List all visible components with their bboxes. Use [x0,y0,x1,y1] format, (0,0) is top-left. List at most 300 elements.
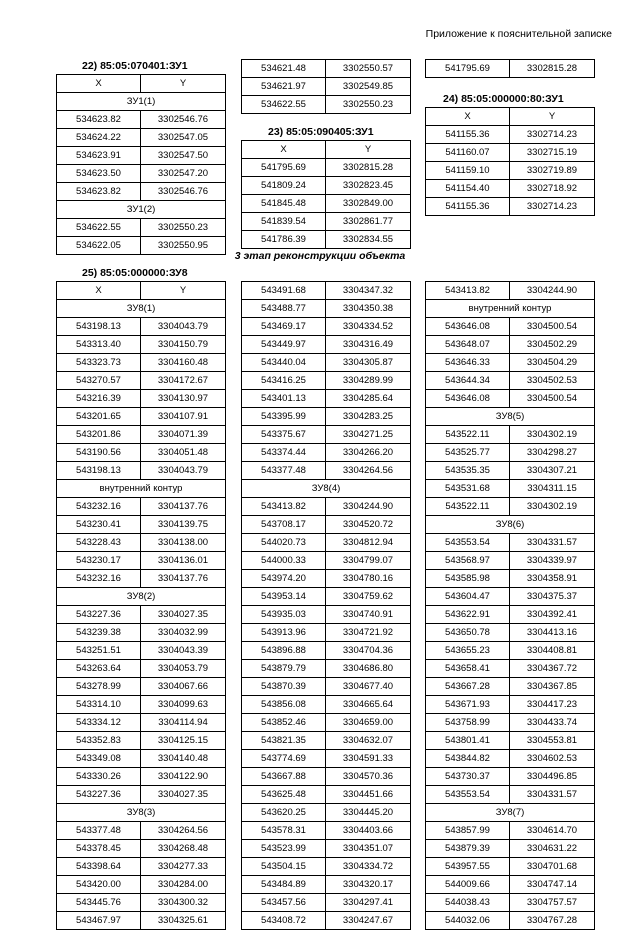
y-coordinate-cell: 3304686.80 [326,660,411,678]
table-row [242,177,411,195]
table-row [242,732,411,750]
y-coordinate-cell: 3304325.61 [141,912,226,930]
y-coordinate-cell: 3304631.22 [510,840,595,858]
y-coordinate-cell: 3304125.15 [141,732,226,750]
x-coordinate-cell: 534623.82 [57,183,141,201]
x-coordinate-cell: 543349.08 [57,750,141,768]
y-coordinate-cell: 3304780.16 [326,570,411,588]
table-row [426,678,595,696]
x-coordinate-cell: 543522.11 [426,426,510,444]
table-row [426,108,595,126]
y-coordinate-cell: 3304244.90 [510,282,595,300]
x-coordinate-cell: 543708.17 [242,516,326,534]
y-coordinate-cell: 3304289.99 [326,372,411,390]
section-title-24: 24) 85:05:000000:80:ЗУ1 [443,93,564,105]
table-row [57,840,226,858]
y-coordinate-cell: 3304500.54 [510,390,595,408]
table-row [57,498,226,516]
table-row [242,678,411,696]
table-row [57,732,226,750]
table-row [426,822,595,840]
y-coordinate-cell: 3302714.23 [510,126,595,144]
y-coordinate-cell: 3304298.27 [510,444,595,462]
table-row [426,732,595,750]
x-coordinate-cell: 543646.08 [426,318,510,336]
x-coordinate-cell: 534622.55 [242,96,326,114]
x-coordinate-cell: 543821.35 [242,732,326,750]
y-coordinate-cell: 3304747.14 [510,876,595,894]
y-coordinate-cell: 3304496.85 [510,768,595,786]
table-row [426,516,595,534]
y-coordinate-cell: 3304520.72 [326,516,411,534]
contour-label: ЗУ1(1) [57,93,226,111]
table-row [57,426,226,444]
y-coordinate-cell: 3302550.57 [326,60,411,78]
x-coordinate-cell: 544000.33 [242,552,326,570]
table-row [57,354,226,372]
table-row [426,570,595,588]
y-coordinate-cell: 3304445.20 [326,804,411,822]
y-coordinate-cell: 3304320.17 [326,876,411,894]
coords-table-23-continued [425,59,595,78]
table-row [57,606,226,624]
y-coordinate-cell: 3304591.33 [326,750,411,768]
y-coordinate-cell: 3304099.63 [141,696,226,714]
y-coordinate-cell: 3304027.35 [141,786,226,804]
x-coordinate-cell: 541809.24 [242,177,326,195]
table-row [426,300,595,318]
x-coordinate-cell: 543655.23 [426,642,510,660]
y-coordinate-cell: 3304053.79 [141,660,226,678]
x-coordinate-cell: 543857.99 [426,822,510,840]
table-row [242,78,411,96]
y-coordinate-cell: 3304284.00 [141,876,226,894]
table-row [57,876,226,894]
table-row [57,183,226,201]
y-coordinate-cell: 3304375.37 [510,588,595,606]
table-row [242,426,411,444]
x-coordinate-cell: 543413.82 [426,282,510,300]
y-coordinate-cell: 3304351.07 [326,840,411,858]
x-coordinate-cell: 543671.93 [426,696,510,714]
table-row [242,516,411,534]
x-coordinate-cell: 543935.03 [242,606,326,624]
x-coordinate-cell: 543198.13 [57,318,141,336]
table-row [57,111,226,129]
x-coordinate-cell: 534622.05 [57,237,141,255]
x-coordinate-cell: 543568.97 [426,552,510,570]
table-row [242,141,411,159]
x-coordinate-cell: 544038.43 [426,894,510,912]
table-row [426,426,595,444]
section-title-22: 22) 85:05:070401:ЗУ1 [82,60,188,72]
x-coordinate-cell: 544009.66 [426,876,510,894]
x-coordinate-cell: 543504.15 [242,858,326,876]
table-row [242,96,411,114]
table-row [242,894,411,912]
table-row [426,144,595,162]
table-row [426,606,595,624]
x-coordinate-cell: 541839.54 [242,213,326,231]
table-row [426,372,595,390]
table-row [57,858,226,876]
x-coordinate-cell: 543852.46 [242,714,326,732]
table-row [57,480,226,498]
y-coordinate-cell: 3302719.89 [510,162,595,180]
y-coordinate-cell: 3304150.79 [141,336,226,354]
x-coordinate-cell: 543352.83 [57,732,141,750]
y-coordinate-cell: 3304347.32 [326,282,411,300]
y-coordinate-cell: 3304677.40 [326,678,411,696]
table-row [57,894,226,912]
y-coordinate-cell: 3304283.25 [326,408,411,426]
y-coordinate-cell: 3302715.19 [510,144,595,162]
y-coordinate-cell: 3304051.48 [141,444,226,462]
table-row [426,180,595,198]
y-coordinate-cell: 3302550.23 [141,219,226,237]
y-coordinate-cell: 3304665.64 [326,696,411,714]
table-row [242,498,411,516]
x-coordinate-cell: 541795.69 [426,60,510,78]
x-coordinate-cell: 541155.36 [426,126,510,144]
table-row [426,480,595,498]
x-coordinate-cell: 543251.51 [57,642,141,660]
y-coordinate-cell: 3304311.15 [510,480,595,498]
table-row [57,660,226,678]
table-row [426,840,595,858]
table-row [426,498,595,516]
coords-table-24 [425,107,595,216]
x-coordinate-cell: 543198.13 [57,462,141,480]
table-row [242,336,411,354]
coords-table-25-continued-2 [425,281,595,930]
x-coordinate-cell: 543535.35 [426,462,510,480]
table-row [242,552,411,570]
x-coordinate-cell: 543774.69 [242,750,326,768]
y-coordinate-cell: 3302546.76 [141,183,226,201]
x-coordinate-cell: 543375.67 [242,426,326,444]
x-coordinate-cell: 543667.28 [426,678,510,696]
y-coordinate-cell: 3304701.68 [510,858,595,876]
y-coordinate-cell: 3304043.39 [141,642,226,660]
y-coordinate-cell: 3304812.94 [326,534,411,552]
table-row [57,642,226,660]
y-coordinate-cell: 3304799.07 [326,552,411,570]
table-row [57,552,226,570]
x-coordinate-cell: 543620.25 [242,804,326,822]
table-row [426,318,595,336]
x-coordinate-cell: 543420.00 [57,876,141,894]
y-coordinate-cell: 3304172.67 [141,372,226,390]
x-coordinate-cell: 541786.39 [242,231,326,249]
x-coordinate-cell: 544020.73 [242,534,326,552]
y-coordinate-cell: 3304403.66 [326,822,411,840]
contour-label: ЗУ8(2) [57,588,226,606]
x-coordinate-cell: 543604.47 [426,588,510,606]
y-coordinate-cell: Y [510,108,595,126]
x-coordinate-cell: 543398.64 [57,858,141,876]
x-coordinate-cell: 543313.40 [57,336,141,354]
table-row [57,165,226,183]
x-coordinate-cell: 543974.20 [242,570,326,588]
y-coordinate-cell: 3302714.23 [510,198,595,216]
x-coordinate-cell: 543457.56 [242,894,326,912]
x-coordinate-cell: 543488.77 [242,300,326,318]
y-coordinate-cell: 3304114.94 [141,714,226,732]
table-row [242,822,411,840]
coords-table-25-continued-1 [241,281,411,930]
x-coordinate-cell: 543646.33 [426,354,510,372]
x-coordinate-cell: X [57,75,141,93]
table-row [57,75,226,93]
y-coordinate-cell: 3304160.48 [141,354,226,372]
y-coordinate-cell: 3304367.85 [510,678,595,696]
table-row [57,219,226,237]
x-coordinate-cell: 543523.99 [242,840,326,858]
x-coordinate-cell: 543401.13 [242,390,326,408]
x-coordinate-cell: 543440.04 [242,354,326,372]
x-coordinate-cell: 544032.06 [426,912,510,930]
table-row [426,642,595,660]
table-row [426,912,595,930]
x-coordinate-cell: 543239.38 [57,624,141,642]
table-row [57,408,226,426]
table-row [426,804,595,822]
y-coordinate-cell: 3304570.36 [326,768,411,786]
y-coordinate-cell: 3302547.20 [141,165,226,183]
y-coordinate-cell: 3304302.19 [510,426,595,444]
y-coordinate-cell: Y [326,141,411,159]
x-coordinate-cell: 534623.91 [57,147,141,165]
table-row [57,912,226,930]
table-row [57,534,226,552]
x-coordinate-cell: X [57,282,141,300]
x-coordinate-cell: 543553.54 [426,534,510,552]
table-row [426,750,595,768]
x-coordinate-cell: 543578.31 [242,822,326,840]
x-coordinate-cell: 543531.68 [426,480,510,498]
y-coordinate-cell: 3302815.28 [510,60,595,78]
x-coordinate-cell: 543201.86 [57,426,141,444]
contour-label: внутренний контур [57,480,226,498]
table-row [242,462,411,480]
y-coordinate-cell: 3302718.92 [510,180,595,198]
y-coordinate-cell: 3304300.32 [141,894,226,912]
y-coordinate-cell: 3304502.53 [510,372,595,390]
x-coordinate-cell: 543856.08 [242,696,326,714]
contour-label: ЗУ8(5) [426,408,595,426]
contour-label: ЗУ8(1) [57,300,226,318]
y-coordinate-cell: 3304271.25 [326,426,411,444]
y-coordinate-cell: 3304704.36 [326,642,411,660]
y-coordinate-cell: 3304500.54 [510,318,595,336]
x-coordinate-cell: 543230.17 [57,552,141,570]
table-row [426,660,595,678]
table-row [426,336,595,354]
y-coordinate-cell: 3304032.99 [141,624,226,642]
y-coordinate-cell: 3304331.57 [510,534,595,552]
x-coordinate-cell: 541845.48 [242,195,326,213]
table-row [426,462,595,480]
x-coordinate-cell: 543879.79 [242,660,326,678]
y-coordinate-cell: 3304043.79 [141,462,226,480]
coords-table-25 [56,281,226,930]
x-coordinate-cell: 541159.10 [426,162,510,180]
x-coordinate-cell: 543525.77 [426,444,510,462]
x-coordinate-cell: 543227.36 [57,786,141,804]
y-coordinate-cell: 3304614.70 [510,822,595,840]
y-coordinate-cell: 3304350.38 [326,300,411,318]
y-coordinate-cell: 3304302.19 [510,498,595,516]
y-coordinate-cell: 3304027.35 [141,606,226,624]
table-row [426,444,595,462]
table-row [242,534,411,552]
table-row [57,804,226,822]
table-row [57,318,226,336]
y-coordinate-cell: 3302550.23 [326,96,411,114]
x-coordinate-cell: 543228.43 [57,534,141,552]
table-row [242,696,411,714]
table-row [57,444,226,462]
x-coordinate-cell: 534622.55 [57,219,141,237]
y-coordinate-cell: 3302823.45 [326,177,411,195]
y-coordinate-cell: 3304502.29 [510,336,595,354]
table-row [242,786,411,804]
table-row [242,318,411,336]
table-row [57,750,226,768]
x-coordinate-cell: 543467.97 [57,912,141,930]
y-coordinate-cell: 3304266.20 [326,444,411,462]
y-coordinate-cell: 3302550.95 [141,237,226,255]
x-coordinate-cell: 543650.78 [426,624,510,642]
y-coordinate-cell: 3304451.66 [326,786,411,804]
y-coordinate-cell: 3304759.62 [326,588,411,606]
x-coordinate-cell: 543416.25 [242,372,326,390]
table-row [426,162,595,180]
contour-label: ЗУ8(4) [242,480,411,498]
table-row [242,804,411,822]
x-coordinate-cell: 543801.41 [426,732,510,750]
table-row [242,624,411,642]
x-coordinate-cell: 543658.41 [426,660,510,678]
y-coordinate-cell: 3304757.57 [510,894,595,912]
x-coordinate-cell: 543377.48 [242,462,326,480]
x-coordinate-cell: 543232.16 [57,570,141,588]
y-coordinate-cell: 3304602.53 [510,750,595,768]
y-coordinate-cell: 3304339.97 [510,552,595,570]
y-coordinate-cell: 3304071.39 [141,426,226,444]
table-row [57,570,226,588]
y-coordinate-cell: 3304244.90 [326,498,411,516]
table-row [57,372,226,390]
y-coordinate-cell: 3304307.21 [510,462,595,480]
table-row [242,750,411,768]
x-coordinate-cell: 543374.44 [242,444,326,462]
table-row [57,282,226,300]
table-row [242,714,411,732]
table-row [57,147,226,165]
x-coordinate-cell: 543522.11 [426,498,510,516]
table-row [426,894,595,912]
y-coordinate-cell: 3302546.76 [141,111,226,129]
y-coordinate-cell: 3304721.92 [326,624,411,642]
y-coordinate-cell: 3302834.55 [326,231,411,249]
table-row [57,516,226,534]
table-row [57,336,226,354]
y-coordinate-cell: 3304632.07 [326,732,411,750]
x-coordinate-cell: 543644.34 [426,372,510,390]
y-coordinate-cell: 3304247.67 [326,912,411,930]
coords-table-22-continued [241,59,411,114]
stage-title: 3 этап реконструкции объекта [234,250,406,262]
table-row [57,588,226,606]
y-coordinate-cell: 3304122.90 [141,768,226,786]
x-coordinate-cell: 543378.45 [57,840,141,858]
table-row [426,408,595,426]
x-coordinate-cell: 543263.64 [57,660,141,678]
table-row [57,768,226,786]
coords-table-23 [241,140,411,249]
y-coordinate-cell: 3304130.97 [141,390,226,408]
y-coordinate-cell: Y [141,282,226,300]
x-coordinate-cell: 543445.76 [57,894,141,912]
x-coordinate-cell: 543957.55 [426,858,510,876]
table-row [242,876,411,894]
y-coordinate-cell: 3304138.00 [141,534,226,552]
y-coordinate-cell: 3304334.52 [326,318,411,336]
table-row [242,354,411,372]
x-coordinate-cell: 543913.96 [242,624,326,642]
x-coordinate-cell: 543491.68 [242,282,326,300]
table-row [242,660,411,678]
table-row [426,858,595,876]
x-coordinate-cell: 541795.69 [242,159,326,177]
y-coordinate-cell: 3302815.28 [326,159,411,177]
x-coordinate-cell: 543278.99 [57,678,141,696]
table-row [57,462,226,480]
x-coordinate-cell: 543870.39 [242,678,326,696]
x-coordinate-cell: 543216.39 [57,390,141,408]
x-coordinate-cell: 543201.65 [57,408,141,426]
table-row [57,678,226,696]
x-coordinate-cell: 543553.54 [426,786,510,804]
x-coordinate-cell: 534621.97 [242,78,326,96]
x-coordinate-cell: 543896.88 [242,642,326,660]
x-coordinate-cell: 543667.88 [242,768,326,786]
table-row [242,195,411,213]
table-row [242,768,411,786]
x-coordinate-cell: 543758.99 [426,714,510,732]
y-coordinate-cell: 3304553.81 [510,732,595,750]
y-coordinate-cell: 3304504.29 [510,354,595,372]
section-title-25: 25) 85:05:000000:ЗУ8 [82,267,188,279]
table-row [242,300,411,318]
x-coordinate-cell: 543270.57 [57,372,141,390]
table-row [426,198,595,216]
contour-label: ЗУ1(2) [57,201,226,219]
y-coordinate-cell: 3304136.01 [141,552,226,570]
table-row [242,840,411,858]
y-coordinate-cell: 3304285.64 [326,390,411,408]
table-row [242,159,411,177]
table-row [57,300,226,318]
table-row [242,213,411,231]
y-coordinate-cell: 3304417.23 [510,696,595,714]
x-coordinate-cell: 543190.56 [57,444,141,462]
y-coordinate-cell: 3302861.77 [326,213,411,231]
x-coordinate-cell: 534621.48 [242,60,326,78]
y-coordinate-cell: 3304413.16 [510,624,595,642]
